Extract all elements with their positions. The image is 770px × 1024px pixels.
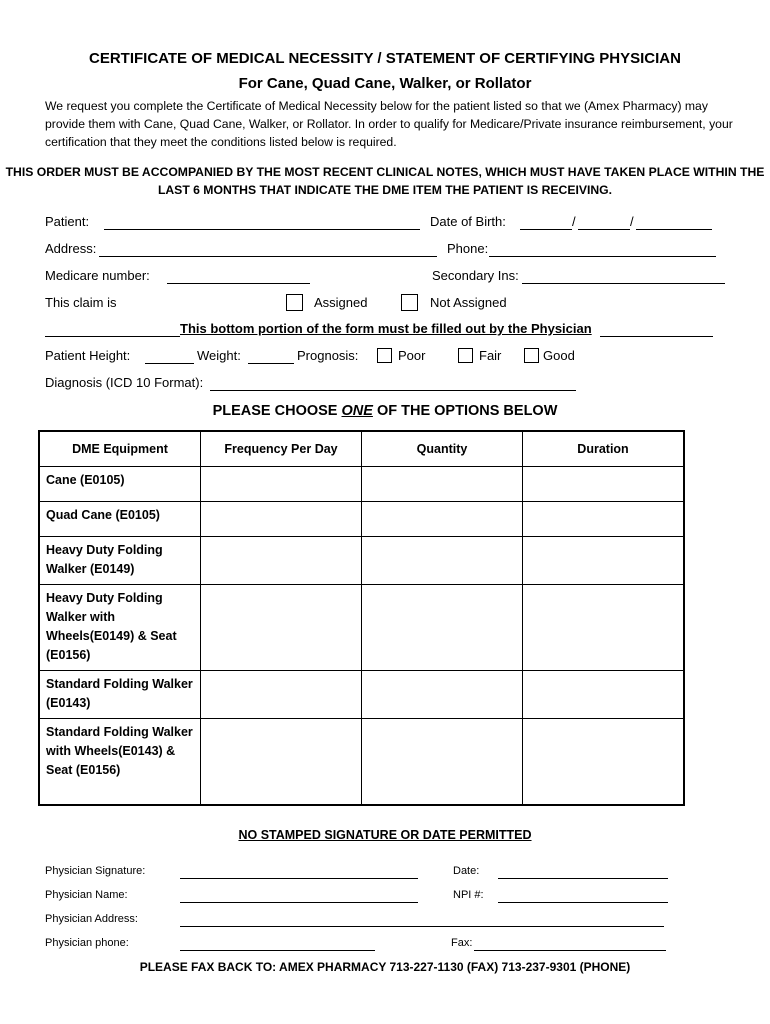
intro-paragraph: We request you complete the Certificate of Medical Necessity below for the patient listed so that we (Amex Pharmacy) may provide them with Cane, Quad Cane, Walker, or Rollator. In order to qualify for Medicare/Private insurance reimbursement, your certification that they meet the conditions listed below is required. [45, 99, 733, 149]
signature-date-field[interactable] [498, 878, 668, 879]
quantity-cell[interactable] [362, 537, 523, 585]
clinical-notes-notice: THIS ORDER MUST BE ACCOMPANIED BY THE MOST RECENT CLINICAL NOTES, WHICH MUST HAVE TAKEN PLACE WITHIN THE LAST 6 MONTHS THAT INDICATE THE DME ITEM THE PATIENT IS RECEIVING. [5, 165, 765, 197]
duration-cell[interactable] [523, 537, 685, 585]
quantity-cell[interactable] [362, 502, 523, 537]
phone-field[interactable] [489, 256, 716, 257]
quantity-cell[interactable] [362, 585, 523, 671]
column-header-quantity: Quantity [362, 431, 523, 467]
physician-phone-label: Physician phone: [45, 937, 129, 949]
dob-label: Date of Birth: [430, 214, 506, 229]
table-row [39, 467, 684, 502]
duration-cell[interactable] [523, 671, 685, 719]
quantity-cell[interactable] [362, 719, 523, 805]
not-assigned-checkbox[interactable] [401, 294, 418, 311]
table-row [39, 671, 684, 719]
dob-day-field[interactable] [578, 229, 630, 230]
assigned-checkbox[interactable] [286, 294, 303, 311]
frequency-cell[interactable] [201, 719, 362, 805]
equipment-name: Cane (E0105) [39, 467, 201, 502]
table-row [39, 585, 684, 671]
equipment-name: Heavy Duty Folding Walker with Wheels(E0149) & Seat (E0156) [39, 585, 201, 671]
choose-prefix: PLEASE CHOOSE [212, 403, 342, 419]
physician-phone-field[interactable] [180, 950, 375, 951]
form-title: CERTIFICATE OF MEDICAL NECESSITY / STATEMENT OF CERTIFYING PHYSICIAN [89, 50, 681, 67]
prognosis-poor-label: Poor [398, 348, 426, 363]
physician-signature-field[interactable] [180, 878, 418, 879]
weight-field[interactable] [248, 363, 294, 364]
physician-name-field[interactable] [180, 902, 418, 903]
table-row [39, 537, 684, 585]
prognosis-good-label: Good [543, 348, 575, 363]
choose-suffix: OF THE OPTIONS BELOW [372, 403, 558, 419]
fax-back-footer: PLEASE FAX BACK TO: AMEX PHARMACY 713-227-1130 (FAX) 713-237-9301 (PHONE) [139, 960, 631, 974]
medicare-label: Medicare number: [45, 268, 150, 283]
height-label: Patient Height: [45, 348, 131, 363]
prognosis-fair-checkbox[interactable] [458, 348, 473, 363]
column-header-equipment: DME Equipment [39, 431, 201, 467]
no-stamp-notice: NO STAMPED SIGNATURE OR DATE PERMITTED [238, 828, 532, 842]
patient-label: Patient: [45, 214, 90, 229]
duration-cell[interactable] [523, 585, 685, 671]
column-header-duration: Duration [523, 431, 685, 467]
npi-field[interactable] [498, 902, 668, 903]
table-row [39, 502, 684, 537]
table-header-row [39, 431, 684, 467]
signature-date-label: Date: [453, 865, 480, 877]
quantity-cell[interactable] [362, 671, 523, 719]
frequency-cell[interactable] [201, 671, 362, 719]
address-field[interactable] [99, 256, 437, 257]
duration-cell[interactable] [523, 502, 685, 537]
weight-label: Weight: [197, 348, 241, 363]
dob-year-field[interactable] [636, 229, 712, 230]
physician-name-label: Physician Name: [45, 889, 128, 901]
fax-field[interactable] [474, 950, 666, 951]
section-divider-right [600, 336, 713, 337]
choose-emphasis: ONE [341, 403, 373, 419]
secondary-ins-label: Secondary Ins: [432, 268, 519, 283]
dob-slash-1: / [572, 214, 576, 229]
frequency-cell[interactable] [201, 585, 362, 671]
equipment-name: Quad Cane (E0105) [39, 502, 201, 537]
physician-section-title: This bottom portion of the form must be filled out by the Physician [180, 321, 592, 336]
prognosis-label: Prognosis: [297, 348, 359, 363]
column-header-frequency: Frequency Per Day [201, 431, 362, 467]
frequency-cell[interactable] [201, 502, 362, 537]
dme-equipment-table [38, 430, 685, 806]
section-divider-left [45, 336, 180, 337]
medicare-field[interactable] [167, 283, 310, 284]
choose-one-heading [0, 403, 770, 419]
frequency-cell[interactable] [201, 537, 362, 585]
form-subtitle: For Cane, Quad Cane, Walker, or Rollator [238, 75, 532, 92]
prognosis-poor-checkbox[interactable] [377, 348, 392, 363]
equipment-name: Heavy Duty Folding Walker (E0149) [39, 537, 201, 585]
prognosis-good-checkbox[interactable] [524, 348, 539, 363]
diagnosis-label: Diagnosis (ICD 10 Format): [45, 375, 204, 390]
equipment-name: Standard Folding Walker with Wheels(E0143) & Seat (E0156) [39, 719, 201, 805]
table-row [39, 719, 684, 805]
dob-slash-2: / [630, 214, 634, 229]
prognosis-fair-label: Fair [479, 348, 502, 363]
equipment-name: Standard Folding Walker (E0143) [39, 671, 201, 719]
physician-address-field[interactable] [180, 926, 664, 927]
fax-label: Fax: [451, 937, 473, 949]
not-assigned-label: Not Assigned [430, 295, 507, 310]
physician-signature-label: Physician Signature: [45, 865, 146, 877]
physician-address-label: Physician Address: [45, 913, 138, 925]
frequency-cell[interactable] [201, 467, 362, 502]
claim-label: This claim is [45, 295, 117, 310]
quantity-cell[interactable] [362, 467, 523, 502]
diagnosis-field[interactable] [210, 390, 576, 391]
npi-label: NPI #: [453, 889, 484, 901]
assigned-label: Assigned [314, 295, 368, 310]
secondary-ins-field[interactable] [522, 283, 725, 284]
height-field[interactable] [145, 363, 194, 364]
duration-cell[interactable] [523, 467, 685, 502]
patient-name-field[interactable] [104, 229, 420, 230]
dob-month-field[interactable] [520, 229, 572, 230]
address-label: Address: [45, 241, 97, 256]
phone-label: Phone: [447, 241, 489, 256]
duration-cell[interactable] [523, 719, 685, 805]
